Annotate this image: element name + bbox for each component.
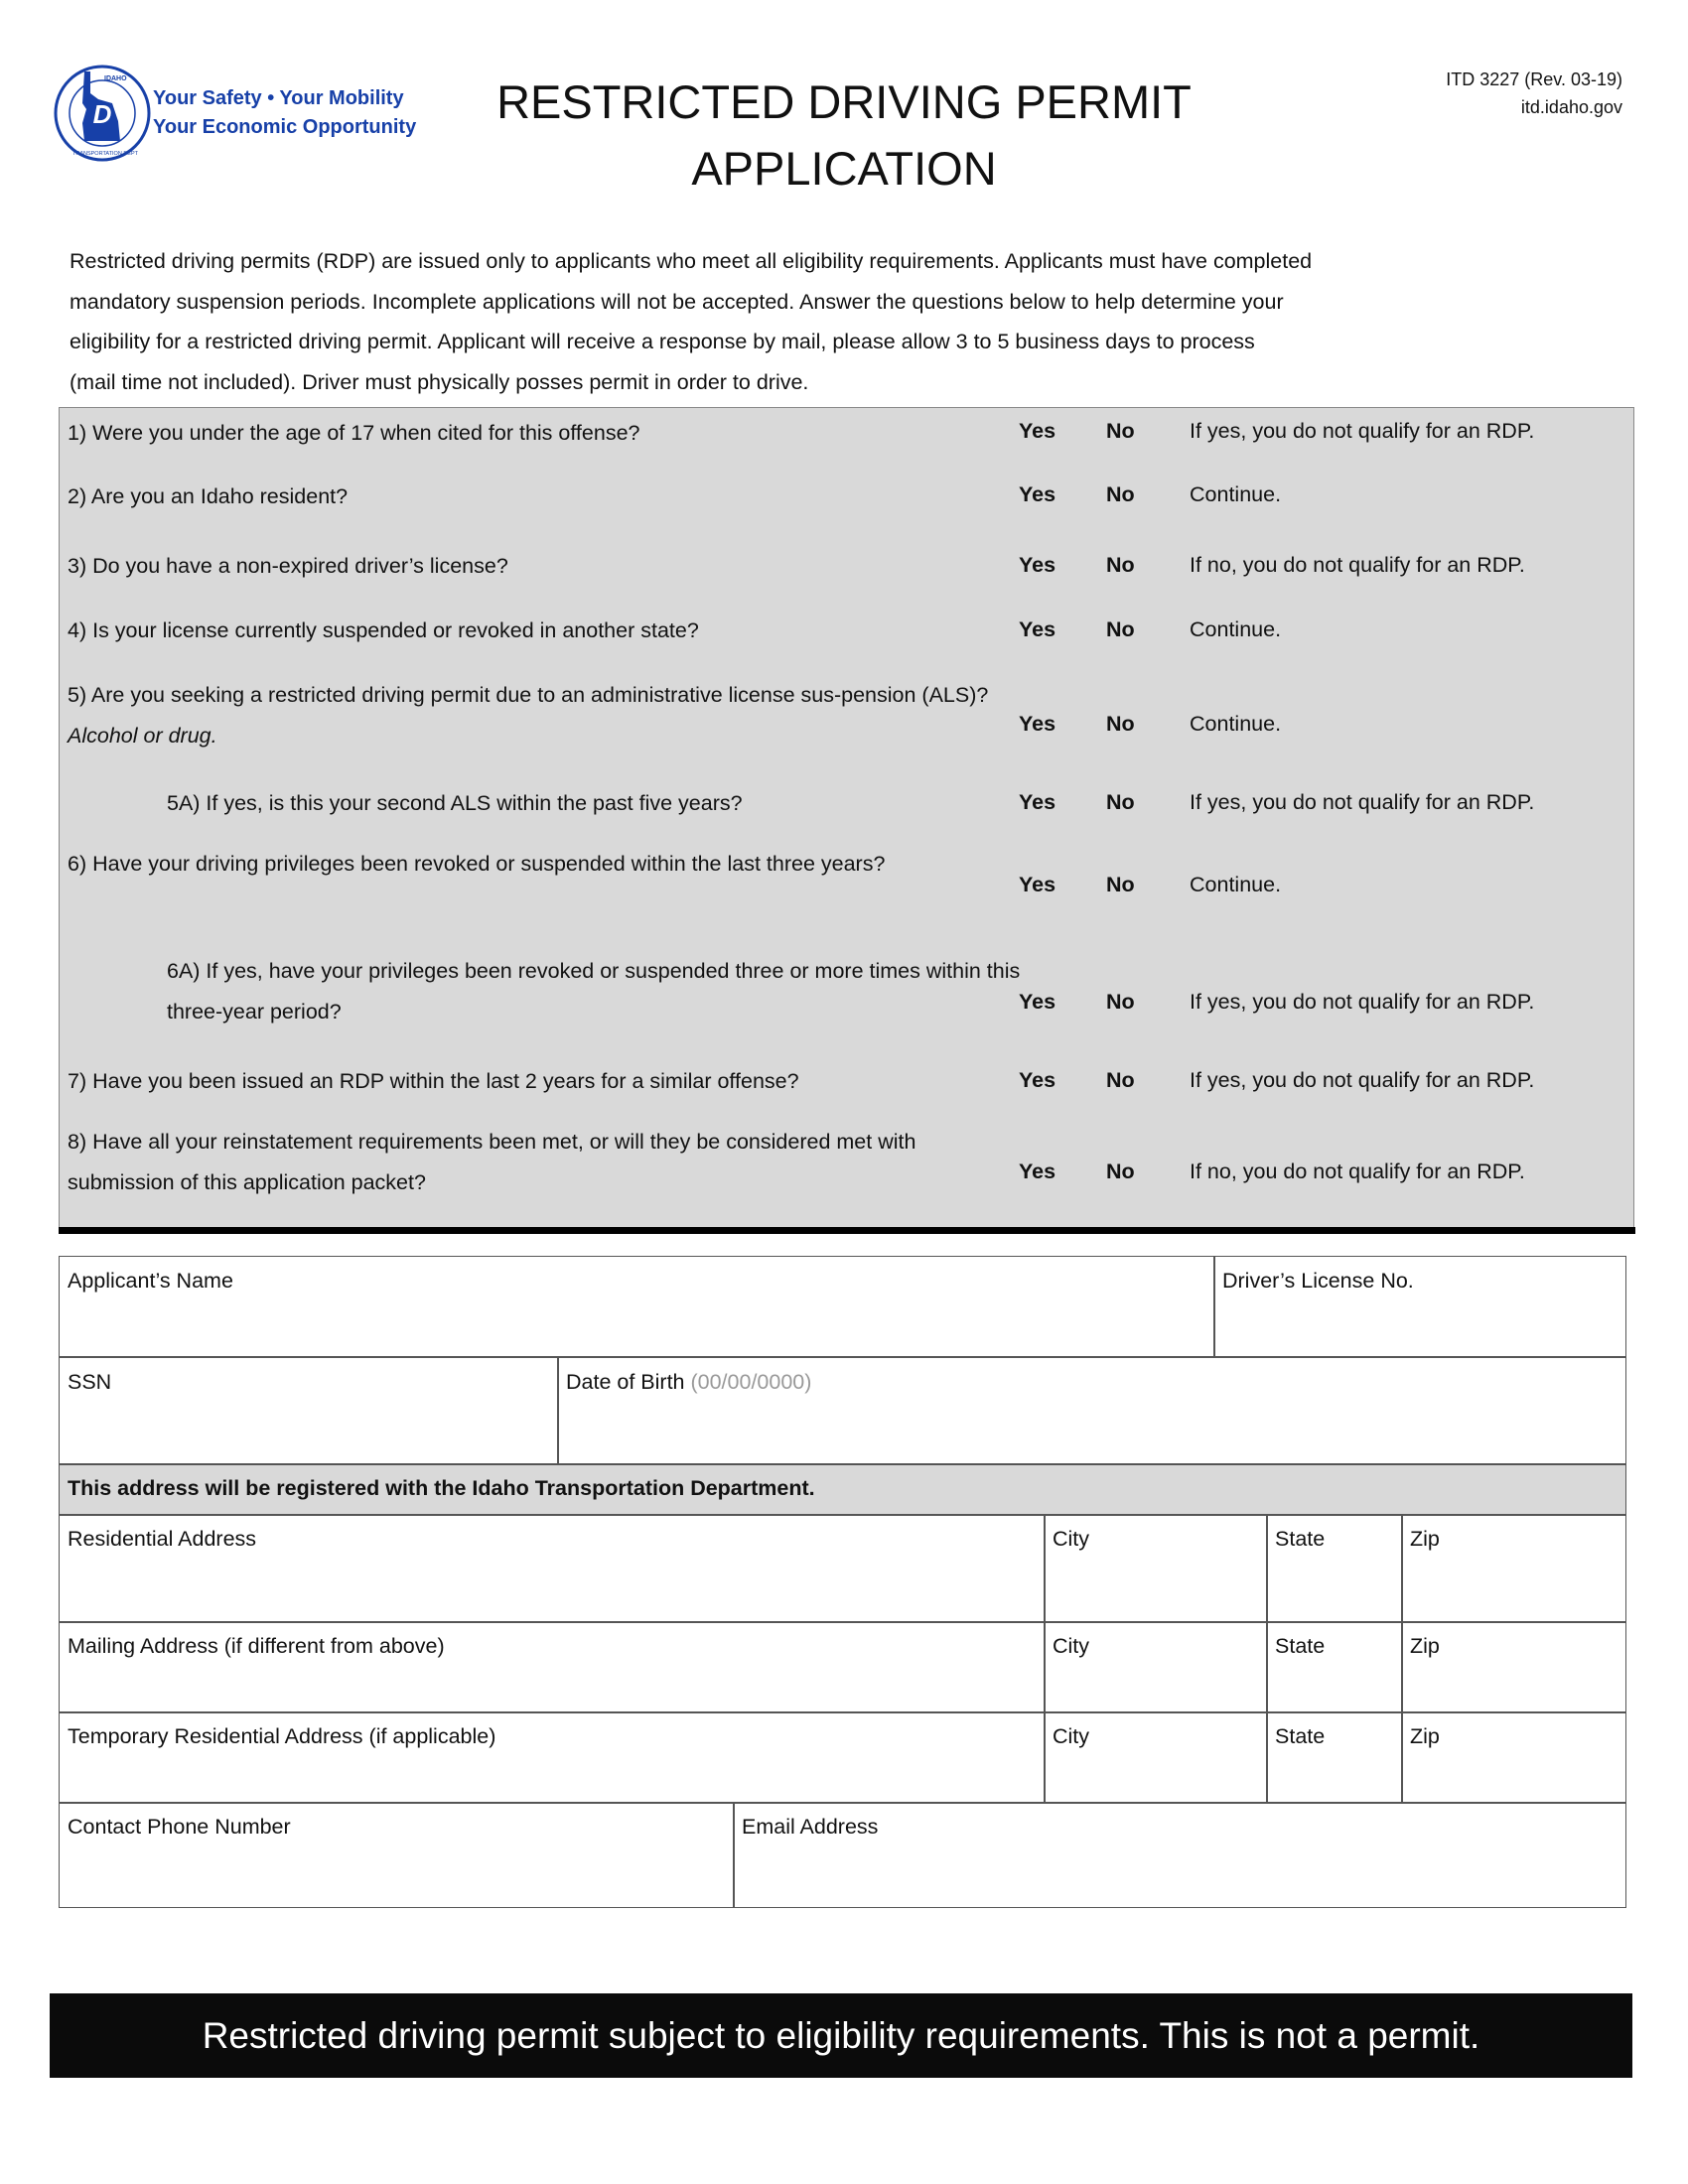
dob-field[interactable] xyxy=(558,1357,1625,1463)
no-option[interactable]: No xyxy=(1106,419,1135,443)
question-text xyxy=(167,783,1041,824)
temporary-zip-field[interactable] xyxy=(1402,1712,1625,1802)
zip-label: Zip xyxy=(1410,1527,1440,1551)
state-label: State xyxy=(1275,1634,1326,1658)
question-label: 6) Have your driving privileges been revoked or suspended within the last three years? xyxy=(68,852,886,876)
zip-label: Zip xyxy=(1410,1634,1440,1658)
question-result: If yes, you do not qualify for an RDP. xyxy=(1190,790,1535,814)
question-label: 2) Are you an Idaho resident? xyxy=(68,484,349,508)
question-text xyxy=(68,477,1011,517)
question-result: If yes, you do not qualify for an RDP. xyxy=(1190,419,1535,443)
residential-zip-field[interactable] xyxy=(1402,1515,1625,1621)
zip-label: Zip xyxy=(1410,1724,1440,1748)
question-label: 4) Is your license currently suspended or revoked in another state? xyxy=(68,618,699,642)
question-text xyxy=(68,844,1001,885)
state-label: State xyxy=(1275,1527,1326,1551)
question-text xyxy=(167,951,1041,1032)
question-text xyxy=(68,675,1001,756)
no-option[interactable]: No xyxy=(1106,790,1135,814)
yes-option[interactable]: Yes xyxy=(1019,553,1056,577)
dob-label: Date of Birth xyxy=(566,1370,685,1394)
temporary-state-field[interactable] xyxy=(1267,1712,1401,1802)
temporary-city-field[interactable] xyxy=(1045,1712,1266,1802)
svg-text:D: D xyxy=(92,99,112,129)
no-option[interactable]: No xyxy=(1106,712,1135,736)
svg-text:IDAHO: IDAHO xyxy=(104,75,127,82)
city-label: City xyxy=(1053,1724,1090,1748)
question-label: 1) Were you under the age of 17 when cited for this offense? xyxy=(68,421,640,445)
residential-city-field[interactable] xyxy=(1045,1515,1266,1621)
question-label: 6A) If yes, have your privileges been revoked or suspended three or more times within this three-year period? xyxy=(167,959,1021,1024)
yes-option[interactable]: Yes xyxy=(1019,482,1056,506)
residential-address-label: Residential Address xyxy=(68,1527,257,1551)
question-result: Continue. xyxy=(1190,617,1282,641)
residential-state-field[interactable] xyxy=(1267,1515,1401,1621)
disclaimer-banner: Restricted driving permit subject to eligibility requirements. This is not a permit. xyxy=(50,1993,1632,2078)
question-text xyxy=(68,1122,1001,1203)
question-label: 5A) If yes, is this your second ALS within the past five years? xyxy=(167,791,743,815)
question-result: Continue. xyxy=(1190,873,1282,896)
svg-text:TRANSPORTATION DEPT: TRANSPORTATION DEPT xyxy=(72,151,139,157)
yes-option[interactable]: Yes xyxy=(1019,712,1056,736)
dob-hint: (00/00/0000) xyxy=(690,1370,812,1394)
mailing-zip-field[interactable] xyxy=(1402,1622,1625,1711)
question-result: If yes, you do not qualify for an RDP. xyxy=(1190,990,1535,1014)
question-result: Continue. xyxy=(1190,712,1282,736)
address-notice: This address will be registered with the Idaho Transportation Department. xyxy=(68,1476,815,1500)
email-label: Email Address xyxy=(742,1815,879,1839)
divider xyxy=(59,1227,1635,1234)
yes-option[interactable]: Yes xyxy=(1019,419,1056,443)
yes-option[interactable]: Yes xyxy=(1019,990,1056,1014)
question-label: 8) Have all your reinstatement requirements been met, or will they be considered met with submission of this application packet? xyxy=(68,1130,916,1194)
intro-line: Restricted driving permits (RDP) are issued only to applicants who meet all eligibility requirements. Applicants must have completed xyxy=(70,249,1313,273)
email-field[interactable] xyxy=(734,1803,1625,1908)
residential-address-field[interactable] xyxy=(60,1515,1044,1621)
no-option[interactable]: No xyxy=(1106,990,1135,1014)
mailing-state-field[interactable] xyxy=(1267,1622,1401,1711)
question-result: Continue. xyxy=(1190,482,1282,506)
page-title-line1: RESTRICTED DRIVING PERMIT xyxy=(496,75,1192,128)
question-result: If no, you do not qualify for an RDP. xyxy=(1190,553,1525,577)
license-number-label: Driver’s License No. xyxy=(1222,1269,1414,1293)
phone-field[interactable] xyxy=(60,1803,733,1908)
temporary-address-field[interactable] xyxy=(60,1712,1044,1802)
yes-option[interactable]: Yes xyxy=(1019,617,1056,641)
no-option[interactable]: No xyxy=(1106,553,1135,577)
form-number: ITD 3227 (Rev. 03-19) xyxy=(1446,69,1622,89)
city-label: City xyxy=(1053,1634,1090,1658)
ssn-label: SSN xyxy=(68,1370,112,1394)
yes-option[interactable]: Yes xyxy=(1019,1160,1056,1183)
question-label: 7) Have you been issued an RDP within the last 2 years for a similar offense? xyxy=(68,1069,799,1093)
intro-line: eligibility for a restricted driving permit. Applicant will receive a response by mail, please allow 3 to 5 business days to process xyxy=(70,330,1255,353)
no-option[interactable]: No xyxy=(1106,617,1135,641)
no-option[interactable]: No xyxy=(1106,1160,1135,1183)
mailing-city-field[interactable] xyxy=(1045,1622,1266,1711)
intro-line: mandatory suspension periods. Incomplete applications will not be accepted. Answer the questions below to help determine your xyxy=(70,290,1284,314)
intro-line: (mail time not included). Driver must physically posses permit in order to drive. xyxy=(70,370,809,394)
no-option[interactable]: No xyxy=(1106,1068,1135,1092)
website: itd.idaho.gov xyxy=(1520,97,1622,117)
state-label: State xyxy=(1275,1724,1326,1748)
question-text xyxy=(68,546,1011,587)
tagline-line2: Your Economic Opportunity xyxy=(153,116,417,138)
question-result: If yes, you do not qualify for an RDP. xyxy=(1190,1068,1535,1092)
applicant-name-field[interactable] xyxy=(60,1257,1213,1356)
question-result: If no, you do not qualify for an RDP. xyxy=(1190,1160,1525,1183)
yes-option[interactable]: Yes xyxy=(1019,790,1056,814)
question-text xyxy=(68,611,1011,651)
question-note: Alcohol or drug. xyxy=(68,724,217,748)
itd-logo xyxy=(53,64,152,163)
page-title-line2: APPLICATION xyxy=(691,142,997,195)
question-label: 5) Are you seeking a restricted driving permit due to an administrative license sus-pension (ALS)? xyxy=(68,683,989,707)
temporary-address-label: Temporary Residential Address (if applicable) xyxy=(68,1724,496,1748)
phone-label: Contact Phone Number xyxy=(68,1815,291,1839)
ssn-field[interactable] xyxy=(60,1357,557,1463)
city-label: City xyxy=(1053,1527,1090,1551)
tagline-line1: Your Safety • Your Mobility xyxy=(153,87,404,109)
yes-option[interactable]: Yes xyxy=(1019,873,1056,896)
applicant-name-label: Applicant’s Name xyxy=(68,1269,233,1293)
question-label: 3) Do you have a non-expired driver’s license? xyxy=(68,554,508,578)
license-number-field[interactable] xyxy=(1214,1257,1625,1356)
question-text xyxy=(68,413,1011,454)
mailing-address-field[interactable] xyxy=(60,1622,1044,1711)
question-text xyxy=(68,1061,1011,1102)
no-option[interactable]: No xyxy=(1106,873,1135,896)
mailing-address-label: Mailing Address (if different from above) xyxy=(68,1634,445,1658)
yes-option[interactable]: Yes xyxy=(1019,1068,1056,1092)
no-option[interactable]: No xyxy=(1106,482,1135,506)
